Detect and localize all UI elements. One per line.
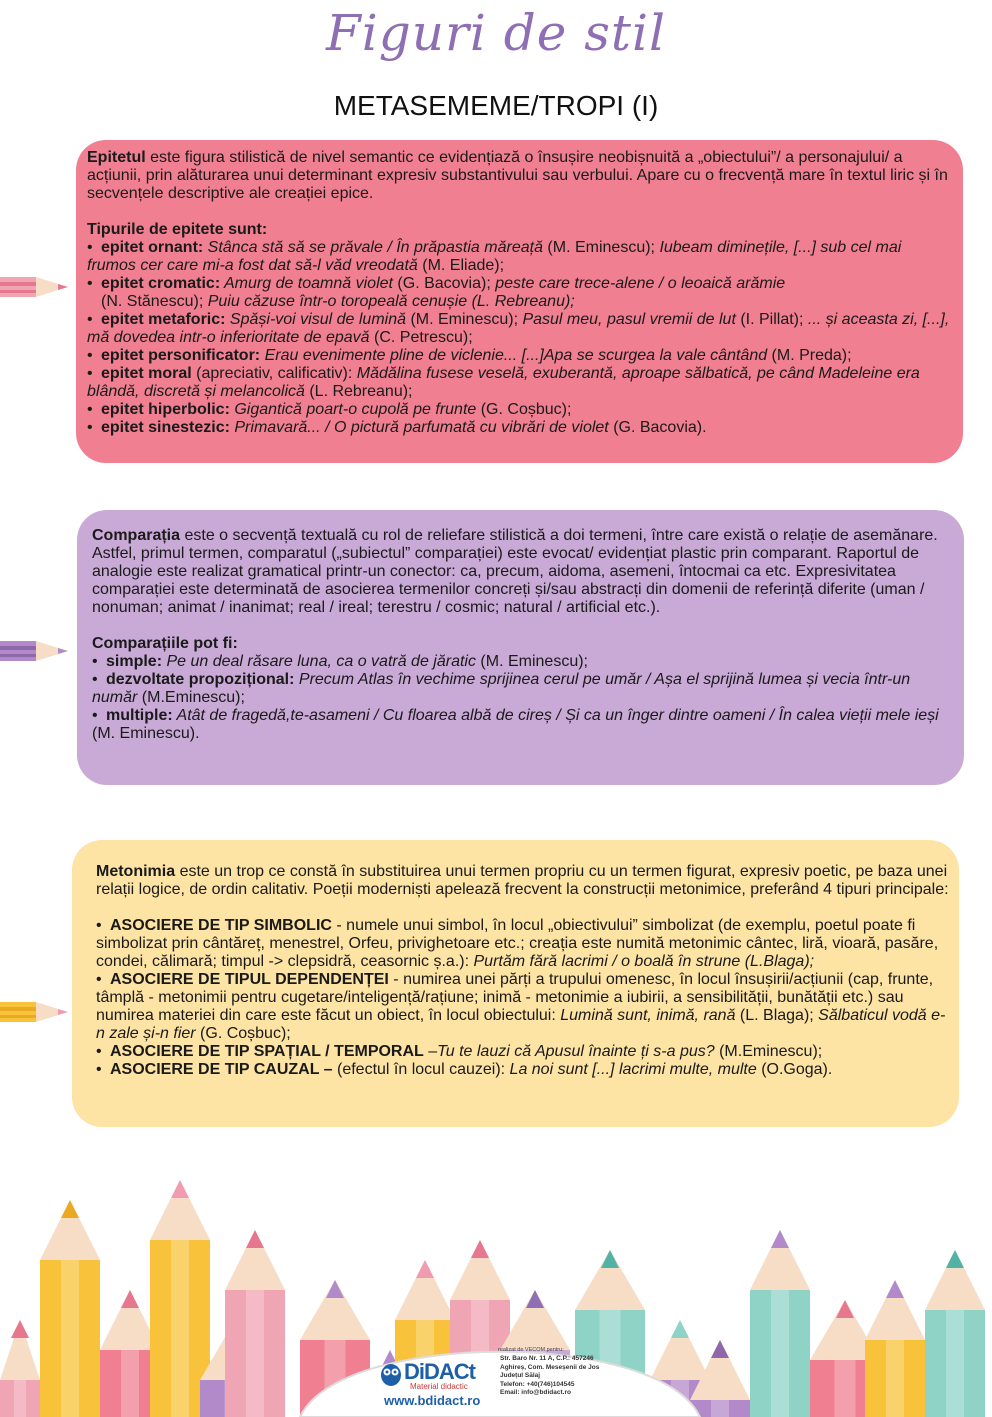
address-block: Str. Baro Nr. 11 A, C.P.: 457246 Aghireș, Com. Meseșenii de Jos Județul Sălaj Telefon: +40(746)104545 Email: info@bdidact.ro	[500, 1355, 600, 1396]
comparatie-term: Comparația	[92, 527, 181, 544]
list-item: • epitet hiperbolic: Gigantică poart-o cupolă pe frunte (G. Coșbuc);	[87, 401, 572, 418]
pencil-lead	[886, 1280, 904, 1298]
page-title: Figuri de stil	[326, 4, 666, 62]
list-item: • ASOCIERE DE TIP CAUZAL – (efectul în locul cauzei): La noi sunt [...] lacrimi multe, multe (O.Goga).	[96, 1061, 833, 1078]
comparatie-definition: Comparația este o secvență textuală cu rol de reliefare stilistică a doi termeni, între care există o relație de asemănare. Astfel, primul termen, comparatul („subiectul” comparației) este evocat/ evidențiat plastic prin comparant. Raportul de analogie este realizat gramatical printr-un conector: ca, precum, aidoma, asemeni, întocmai ca etc. Expresivitatea comparației este determinată de asocierea termenilor concreți și/sau abstracți din domenii de referință diferite (uman / nonuman; animat / inanimat; real / ireal; terestru / cosmic; natural / artificial etc.).	[92, 527, 938, 616]
metonimie-term: Metonimia	[96, 863, 176, 880]
pencil-stripe	[246, 1290, 264, 1417]
list-item: • epitet moral (apreciativ, calificativ): Mădălina fusese veselă, exuberantă, aproape sălbatică, pe când Madeleine era blândă, discretă și melancolică (L. Rebreanu);	[87, 365, 920, 400]
logo-subtitle: Material didactic	[410, 1382, 468, 1391]
pencil-lead	[946, 1250, 964, 1268]
comparatie-types-list	[92, 653, 954, 743]
list-item: • epitet cromatic: Amurg de toamnă violet (G. Bacovia); peste care trece-alene / o leoaică arămie (N. Stănescu); Puiu căzuse într-o toropeală cenușie (L. Rebreanu);	[87, 275, 786, 310]
pencil-lead	[61, 1200, 79, 1218]
pencil-stripe	[771, 1290, 789, 1417]
list-item: • ASOCIERE DE TIP SPAȚIAL / TEMPORAL –Tu te lauzi că Apusul înainte ți s-a pus? (M.Eminescu);	[96, 1043, 823, 1060]
pencil-lead	[836, 1300, 854, 1318]
pencil-stripe	[171, 1240, 189, 1417]
epitet-types-heading: Tipurile de epitete sunt:	[87, 221, 268, 238]
pencil-lead	[326, 1280, 344, 1298]
pencil-stripe	[121, 1350, 139, 1417]
website-link[interactable]: www.bdidact.ro	[384, 1393, 481, 1408]
pencil-decoration-yellow	[0, 995, 80, 1029]
epitet-card	[76, 140, 963, 463]
pencil-stripe	[14, 1380, 26, 1417]
list-item: • epitet sinestezic: Primavară... / O pictură parfumată cu vibrări de violet (G. Bacovia).	[87, 419, 707, 436]
pencil-lead	[121, 1290, 139, 1308]
pencil-lead	[171, 1180, 189, 1198]
pencil-stripe	[835, 1360, 856, 1417]
pencil-lead	[416, 1260, 434, 1278]
pencil-lead	[11, 1320, 29, 1338]
pencil-lead	[771, 1230, 789, 1248]
made-by-text: realizat de VECOM pentru:	[498, 1347, 564, 1353]
metonimie-types-list	[96, 917, 949, 1079]
page-subtitle: METASEMEME/TROPI (I)	[333, 90, 659, 121]
pencil-stripe	[886, 1340, 904, 1417]
comparatie-types-heading: Comparațiile pot fi:	[92, 635, 238, 652]
list-item: • multiple: Atât de fragedă,te-asameni / Cu floarea albă de cireș / Și ca un înger dintre oameni / În calea vieții mele ieși (M. Eminescu).	[92, 707, 939, 742]
footer-logo-area	[370, 1347, 630, 1415]
epitet-term: Epitetul	[87, 149, 146, 166]
comparatie-card	[77, 510, 964, 785]
pencil-lead	[601, 1250, 619, 1268]
list-item: • epitet personificator: Erau evenimente pline de viclenie... [...]Apa se scurgea la vale cântând (M. Preda);	[87, 347, 852, 364]
metonimie-definition: Metonimia este un trop ce constă în substituirea unui termen propriu cu un termen figurat, expresiv poetic, pe baza unei relații logice, de ordin calitativ. Poeții moderniști apelează frecvent la construcții metonimice, preferând 4 tipuri principale:	[96, 863, 949, 898]
list-item: • epitet ornant: Stânca stă să se prăvale / În prăpastia măreață (M. Eminescu); Iubeam diminețile, [...] sub cel mai frumos cer care mi-a fost dat să-l văd vreodată (M. Eliade);	[87, 239, 902, 274]
pencil-stripe	[711, 1400, 729, 1417]
pencil-decoration-purple	[0, 634, 80, 668]
pencil-stripe	[946, 1310, 964, 1417]
pencil-stripe	[61, 1260, 79, 1417]
pencil-decoration-pink	[0, 270, 80, 304]
list-item: • simple: Pe un deal răsare luna, ca o vatră de jăratic (M. Eminescu);	[92, 653, 588, 670]
pencil-lead	[526, 1290, 544, 1308]
pencil-lead	[671, 1320, 689, 1338]
list-item: • ASOCIERE DE TIP SIMBOLIC - numele unui simbol, în locul „obiectivului” simbolizat (de exemplu, poetul poate fi simbolizat prin cântăreț, menestrel, Orfeu, privighetoare etc.; creația este numită metonimic cântec, liră, vioară, pasăre, condei, călimară; timpul -> clepsidră, ceasornic ș.a.): Purtăm fără lacrimi / o boală în strune (L.Blaga);	[96, 917, 939, 970]
epitet-definition: Epitetul este figura stilistică de nivel semantic ce evidențiază o însușire neobișnuită a „obiectului”/ a personajului/ a acțiunii, prin alăturarea unui determinant expresiv substantivului sau verbului. Apare cu o frecvență mare în textul liric și în secvențele descriptive ale creației epice.	[87, 149, 948, 202]
pencil-lead	[471, 1240, 489, 1258]
list-item: • dezvoltate propozițional: Precum Atlas în vechime sprijinea cerul pe umăr / Așa el sprijină lumea și vecia într-un număr (M.Eminescu);	[92, 671, 911, 706]
list-item: • epitet metaforic: Spăși-voi visul de lumină (M. Eminescu); Pasul meu, pasul vremii de lut (I. Pillat); ... și aceasta zi, [...], mă dovedea intr-o inferioritate de epavă (C. Petrescu);	[87, 311, 950, 346]
metonimie-card	[72, 840, 959, 1127]
pencil-lead	[246, 1230, 264, 1248]
epitet-types-list	[87, 239, 951, 437]
pencil-lead	[711, 1340, 729, 1358]
logo-text: DiDACt	[404, 1359, 475, 1384]
list-item: • ASOCIERE DE TIPUL DEPENDENȚEI - numirea unei părți a trupului omenesc, în locul însușirii/acțiunii (cap, frunte, tâmplă - metonimii pentru cugetare/inteligență/rațiune; inimă - metonimie a iubirii, a sensibilității, bunătății etc.) sau numirea materiei din care este făcut un obiect, în locul obiectului: Lumină sunt, inimă, rană (L. Blaga); Sălbaticul vodă e-n zale și-n fier (G. Coșbuc);	[96, 971, 946, 1042]
owl-logo-icon	[380, 1361, 402, 1387]
